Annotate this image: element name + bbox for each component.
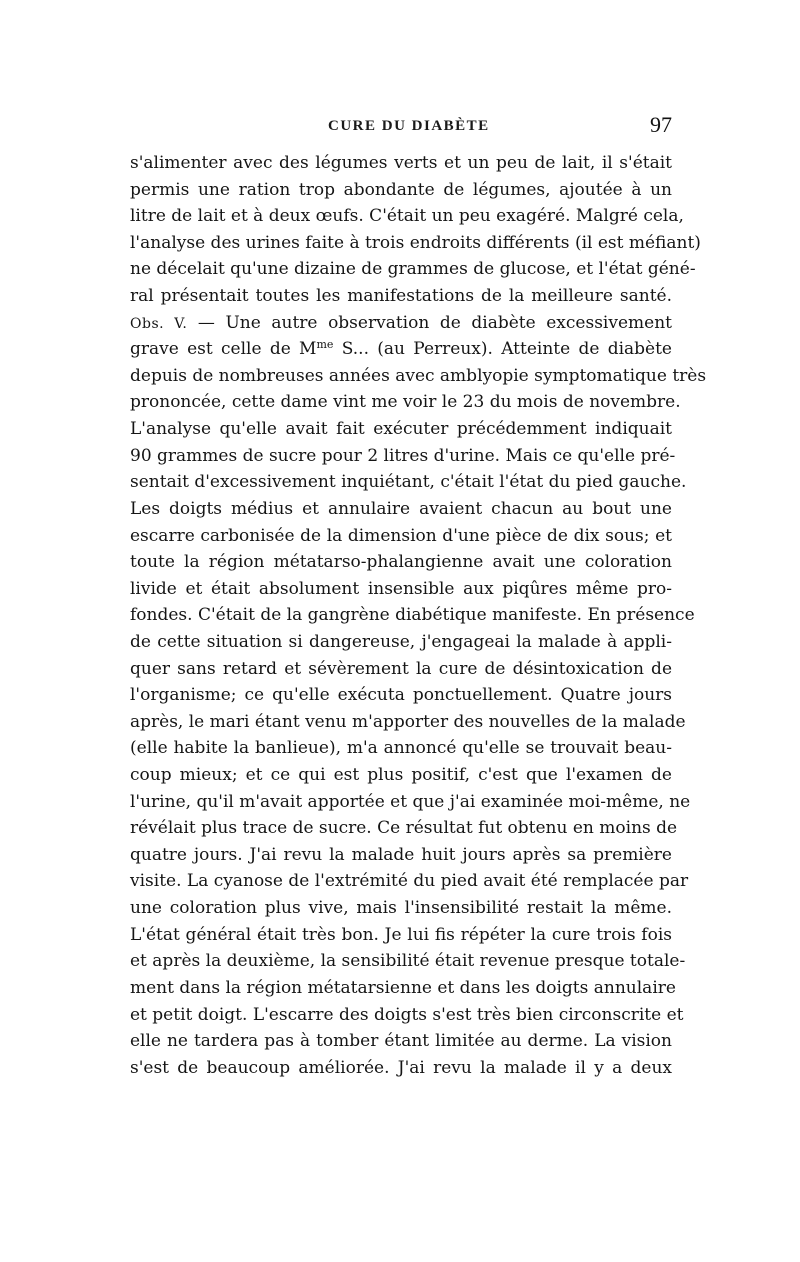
body-text [130, 150, 707, 1081]
text-line: (elle habite la banlieue), m'a annoncé qu'elle se trouvait beau- [130, 738, 672, 759]
text-line: ment dans la région métatarsienne et dans les doigts annulaire [130, 977, 676, 998]
text-line-observation [130, 310, 672, 337]
text-line: fondes. C'était de la gangrène diabétique manifeste. En présence [130, 605, 695, 626]
text-line: l'analyse des urines faite à trois endroits différents (il est méfiant) [130, 232, 701, 253]
text-line: sentait d'excessivement inquiétant, c'était l'état du pied gauche. [130, 472, 687, 493]
text-line: révélait plus trace de sucre. Ce résultat fut obtenu en moins de [130, 818, 678, 839]
text-line: s'alimenter avec des légumes verts et un peu de lait, il s'était [130, 153, 672, 173]
text-line: visite. La cyanose de l'extrémité du pied avait été remplacée par [130, 871, 689, 892]
text-line: de cette situation si dangereuse, j'engageai la malade à appli- [130, 631, 672, 652]
page-number: 97 [650, 112, 672, 137]
text-line: et petit doigt. L'escarre des doigts s'est très bien circonscrite et [130, 1004, 684, 1025]
text-line: elle ne tardera pas à tomber étant limitée au derme. La vision [130, 1031, 672, 1052]
text-line: et après la deuxième, la sensibilité était revenue presque totale- [130, 951, 686, 972]
text-line: une coloration plus vive, mais l'insensibilité restait la même. [130, 898, 672, 919]
line-segment: S... (au Perreux). Atteinte de diabète [333, 339, 672, 360]
text-line: depuis de nombreuses années avec amblyopie symptomatique très [130, 365, 707, 386]
text-line: livide et était absolument insensible aux piqûres même pro- [130, 578, 672, 599]
text-line: l'urine, qu'il m'avait apportée et que j'ai examinée moi-même, ne [130, 791, 691, 812]
text-line: l'organisme; ce qu'elle exécuta ponctuellement. Quatre jours [130, 685, 672, 706]
text-line: quer sans retard et sévèrement la cure de désintoxication de [130, 658, 672, 679]
text-line: permis une ration trop abondante de légumes, ajoutée à un [130, 179, 672, 200]
superscript: me [316, 338, 334, 352]
text-line: litre de lait et à deux œufs. C'était un peu exagéré. Malgré cela, [130, 206, 684, 227]
text-line: Les doigts médius et annulaire avaient chacun au bout une [130, 498, 672, 519]
text-line: L'analyse qu'elle avait fait exécuter précédemment indiquait [130, 419, 672, 440]
text-line: L'état général était très bon. Je lui fis répéter la cure trois fois [130, 924, 672, 945]
text-line: prononcée, cette dame vint me voir le 23 du mois de novembre. [130, 392, 681, 413]
text-line [130, 336, 672, 363]
text-line: coup mieux; et ce qui est plus positif, c'est que l'examen de [130, 765, 672, 786]
text-line: 90 grammes de sucre pour 2 litres d'urine. Mais ce qu'elle pré- [130, 445, 676, 466]
text-line: quatre jours. J'ai revu la malade huit jours après sa première [130, 844, 672, 865]
page-header [130, 112, 672, 146]
text-line: escarre carbonisée de la dimension d'une pièce de dix sous; et [130, 525, 672, 546]
text-line: toute la région métatarso-phalangienne avait une coloration [130, 552, 672, 573]
text-line: après, le mari étant venu m'apporter des nouvelles de la malade [130, 711, 686, 732]
line-segment: grave est celle de M [130, 339, 317, 360]
text-line: ral présentait toutes les manifestations de la meilleure santé. [130, 286, 672, 307]
running-head: CURE DU DIABÈTE [328, 118, 490, 134]
text-line: ne décelait qu'une dizaine de grammes de glucose, et l'état géné- [130, 259, 696, 280]
text-line: s'est de beaucoup améliorée. J'ai revu la malade il y a deux [130, 1057, 672, 1078]
observation-text: — Une autre observation de diabète excessivement [197, 312, 672, 333]
observation-label: Obs. V. [130, 315, 188, 332]
